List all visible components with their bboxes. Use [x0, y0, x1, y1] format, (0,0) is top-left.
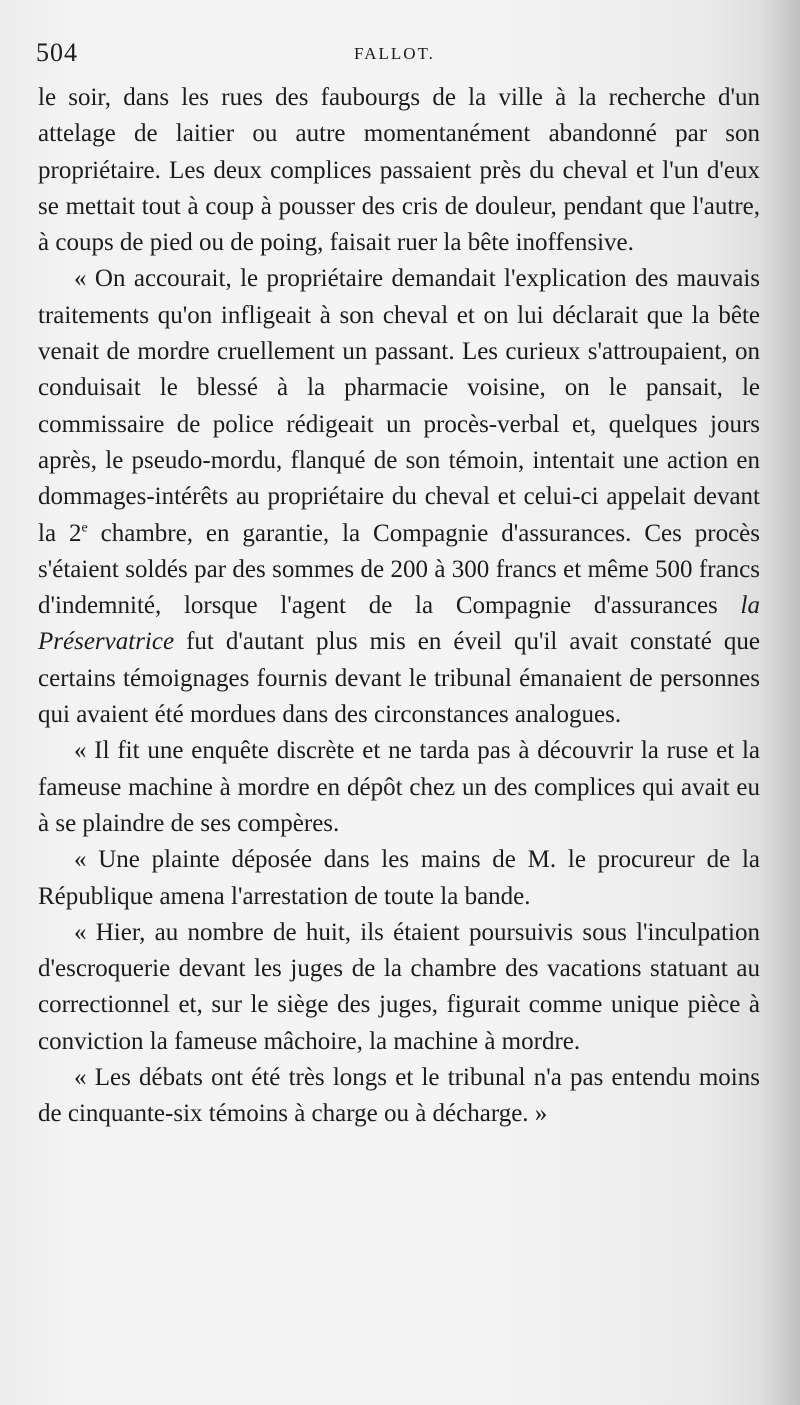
paragraph-2 [38, 261, 760, 733]
paragraph-1 [38, 80, 760, 261]
paragraph-3-text: « Il fit une enquête discrète et ne tarda pas à découvrir la ruse et la fameuse machine à mordre en dépôt chez un des complices qui avait eu à se plaindre de ses compères. [38, 737, 760, 837]
paragraph-4-text: « Une plainte déposée dans les mains de M. le procureur de la République amena l'arrestation de toute la bande. [38, 846, 760, 910]
paragraph-6 [38, 1060, 760, 1133]
paragraph-1-text: le soir, dans les rues des faubourgs de la ville à la recherche d'un attelage de laitier ou autre momentanément abandonné par son propriétaire. Les deux complices passaient près du cheval et l'un d'eux se mettait tout à coup à pousser des cris de douleur, pendant que l'autre, à coups de pied ou de poing, faisait ruer la bête inoffensive. [38, 84, 760, 257]
page-edge-shadow [760, 0, 800, 1405]
company-name-emphasis: la Préservatrice [38, 592, 760, 656]
page-number: 504 [36, 38, 78, 67]
paragraph-6-text: « Les débats ont été très longs et le tribunal n'a pas entendu moins de cinquante-six témoins à charge ou à décharge. » [38, 1064, 760, 1128]
paragraph-5 [38, 915, 760, 1060]
paragraph-5-text: « Hier, au nombre de huit, ils étaient poursuivis sous l'inculpation d'escroquerie devant les juges de la chambre des vacations statuant au correctionnel et, sur le siège des juges, figurait comme unique pièce à conviction la fameuse mâchoire, la machine à mordre. [38, 918, 760, 1055]
paragraph-3 [38, 733, 760, 842]
paragraph-2-text-end: fut d'autant plus mis en éveil qu'il avait constaté que certains témoignages fournis devant le tribunal émanaient de personnes qui avaient été mordues dans des circonstances analogues. [38, 628, 760, 729]
running-head: FALLOT. [354, 44, 435, 63]
ordinal-superscript: e [81, 520, 88, 536]
paragraph-4 [38, 842, 760, 915]
paragraph-2-text: « On accourait, le propriétaire demandait l'explication des mauvais traitements qu'on infligeait à son cheval et on lui déclarait que la bête venait de mordre cruellement un passant. Les curieux s'attroupaient, on conduisait le blessé à la pharmacie voisine, on le pansait, le commissaire de police rédigeait un procès-verbal et, quelques jours après, le pseudo-mordu, flanqué de son témoin, intentait une action en dommages-intérêts au propriétaire du cheval et celui-ci appelait devant la 2 [38, 265, 760, 547]
paragraph-2-text-continued: chambre, en garantie, la Compagnie d'assurances. Ces procès s'étaient soldés par des sommes de 200 à 300 francs et même 500 francs d'indemnité, lorsque l'agent de la Compagnie d'assurances [38, 519, 760, 620]
body-text [38, 80, 760, 1133]
page-header [36, 38, 752, 78]
